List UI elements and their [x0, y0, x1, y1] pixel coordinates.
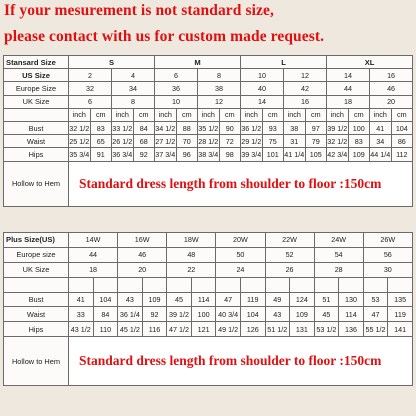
table-cell: 56: [363, 247, 412, 262]
table-cell: 39 1/2: [167, 307, 192, 322]
table-cell: 12: [198, 95, 241, 108]
plus-europe-size-row: [4, 247, 413, 262]
row-label: Hollow to Hem: [4, 337, 69, 386]
plus-blank-row: [4, 277, 413, 292]
table-cell: 130: [339, 292, 364, 307]
table-cell: 45 1/2: [118, 322, 143, 337]
table-cell: 104: [93, 292, 118, 307]
table-cell: [4, 277, 69, 292]
table-cell: 18: [69, 262, 118, 277]
table-cell: [388, 277, 413, 292]
table-cell: 105: [305, 148, 327, 161]
table-cell: 97: [305, 121, 327, 134]
table-cell: 36 1/4: [118, 307, 143, 322]
table-cell: 53: [363, 292, 388, 307]
table-cell: 22: [167, 262, 216, 277]
table-cell: 46: [370, 82, 413, 95]
table-cell: 42: [284, 82, 327, 95]
table-cell: 112: [391, 148, 413, 161]
row-label: Bust: [4, 292, 69, 307]
table-cell: 41: [69, 292, 94, 307]
table-cell: [363, 277, 388, 292]
table-cell: 32: [69, 82, 112, 95]
table-cell: 24: [216, 262, 265, 277]
table-cell: [290, 277, 315, 292]
table-cell: 79: [305, 135, 327, 148]
table-cell: 41 1/4: [284, 148, 306, 161]
table-cell: 47: [363, 307, 388, 322]
table-cell: 124: [290, 292, 315, 307]
table-cell: 86: [391, 135, 413, 148]
row-label: UK Size: [4, 95, 69, 108]
table-cell: [339, 277, 364, 292]
uk-size-row: [4, 95, 413, 108]
europe-size-row: [4, 82, 413, 95]
hips-row: [4, 148, 413, 161]
table-cell: 55 1/2: [363, 322, 388, 337]
table-cell: [93, 277, 118, 292]
table-cell: 34: [112, 82, 155, 95]
table-cell: 90: [219, 121, 241, 134]
row-label: Europe Size: [4, 82, 69, 95]
table-cell: 10: [155, 95, 198, 108]
table-cell: 35 1/2: [198, 121, 220, 134]
unit-cm: cm: [176, 108, 198, 121]
table-cell: 70: [176, 135, 198, 148]
unit-inch: inch: [284, 108, 306, 121]
hollow-to-hem-row: [4, 161, 413, 206]
table-cell: 36: [155, 82, 198, 95]
table-cell: 44: [327, 82, 370, 95]
unit-inch: inch: [69, 108, 91, 121]
table-cell: 92: [142, 307, 167, 322]
table-cell: 49 1/2: [216, 322, 241, 337]
table-cell: 45: [167, 292, 192, 307]
table-cell: 18: [327, 95, 370, 108]
table-cell: 110: [93, 322, 118, 337]
table-cell: 38 3/4: [198, 148, 220, 161]
table-cell: 6: [155, 69, 198, 82]
table-cell: 119: [388, 307, 413, 322]
table-cell: 20: [370, 95, 413, 108]
table-cell: 38: [198, 82, 241, 95]
unit-cm: cm: [90, 108, 112, 121]
table-cell: 84: [133, 121, 155, 134]
unit-inch: inch: [198, 108, 220, 121]
unit-row: [4, 108, 413, 121]
unit-cm: cm: [305, 108, 327, 121]
table-cell: 14W: [69, 233, 118, 248]
plus-bust-row: [4, 292, 413, 307]
table-cell: 20W: [216, 233, 265, 248]
table-cell: 114: [191, 292, 216, 307]
table-cell: 47 1/2: [167, 322, 192, 337]
table-cell: 114: [339, 307, 364, 322]
table-cell: [118, 277, 143, 292]
custom-size-notice-line2: please contact with us for custom made request.: [4, 28, 325, 45]
table-cell: [4, 108, 69, 121]
plus-table-title: Plus Size(US): [4, 233, 69, 248]
row-label: US Size: [4, 69, 69, 82]
row-label: Bust: [4, 121, 69, 134]
table-cell: 10: [241, 69, 284, 82]
table-cell: 12: [284, 69, 327, 82]
table-cell: 88: [176, 121, 198, 134]
table-cell: 16: [370, 69, 413, 82]
table-cell: 37 3/4: [155, 148, 177, 161]
table-cell: 14: [241, 95, 284, 108]
size-group-l: L: [241, 56, 327, 69]
table-cell: [167, 277, 192, 292]
table-cell: [240, 277, 265, 292]
table-cell: 18W: [167, 233, 216, 248]
table-cell: 28 1/2: [198, 135, 220, 148]
table-cell: 50: [216, 247, 265, 262]
table-cell: [142, 277, 167, 292]
table-cell: 32 1/2: [327, 135, 349, 148]
plus-hollow-to-hem-row: [4, 337, 413, 386]
table-cell: 41: [370, 121, 392, 134]
row-label: Hips: [4, 148, 69, 161]
table-cell: 40 3/4: [216, 307, 241, 322]
table-cell: 109: [290, 307, 315, 322]
table-cell: 43: [118, 292, 143, 307]
unit-cm: cm: [391, 108, 413, 121]
table-cell: 6: [69, 95, 112, 108]
unit-inch: inch: [241, 108, 263, 121]
table-cell: 104: [391, 121, 413, 134]
table-cell: 135: [388, 292, 413, 307]
table-cell: 36 1/2: [241, 121, 263, 134]
unit-inch: inch: [112, 108, 134, 121]
table-cell: 131: [290, 322, 315, 337]
table-cell: 26W: [363, 233, 412, 248]
plus-uk-size-row: [4, 262, 413, 277]
table-cell: 22W: [265, 233, 314, 248]
size-group-m: M: [155, 56, 241, 69]
waist-row: [4, 135, 413, 148]
unit-cm: cm: [262, 108, 284, 121]
table-cell: 46: [118, 247, 167, 262]
table-cell: 51 1/2: [265, 322, 290, 337]
table-cell: 26: [265, 262, 314, 277]
table-cell: 40: [241, 82, 284, 95]
table-cell: 83: [90, 121, 112, 134]
table-cell: 25 1/2: [69, 135, 91, 148]
unit-cm: cm: [133, 108, 155, 121]
table-cell: 84: [93, 307, 118, 322]
table-cell: [191, 277, 216, 292]
table-cell: 53 1/2: [314, 322, 339, 337]
table-cell: 45: [314, 307, 339, 322]
table-cell: 49: [265, 292, 290, 307]
unit-inch: inch: [155, 108, 177, 121]
table-cell: 2: [69, 69, 112, 82]
dress-length-note: Standard dress length from shoulder to floor :150cm: [69, 161, 413, 206]
table-cell: 39 1/2: [327, 121, 349, 134]
table-cell: 32 1/2: [69, 121, 91, 134]
table-cell: 42 3/4: [327, 148, 349, 161]
table-cell: [314, 277, 339, 292]
table-cell: 38: [284, 121, 306, 134]
table-cell: 28: [314, 262, 363, 277]
table-cell: 33 1/2: [112, 121, 134, 134]
table-cell: 29 1/2: [241, 135, 263, 148]
table-cell: 16W: [118, 233, 167, 248]
plus-hips-row: [4, 322, 413, 337]
table-cell: 100: [348, 121, 370, 134]
table-cell: 54: [314, 247, 363, 262]
table-cell: 43 1/2: [69, 322, 94, 337]
bust-row: [4, 121, 413, 134]
table-cell: [216, 277, 241, 292]
table-cell: 43: [265, 307, 290, 322]
table-cell: 98: [219, 148, 241, 161]
table-cell: 51: [314, 292, 339, 307]
table-cell: 101: [262, 148, 284, 161]
table-cell: 68: [133, 135, 155, 148]
table-cell: 44 1/4: [370, 148, 392, 161]
row-label: Waist: [4, 307, 69, 322]
unit-cm: cm: [219, 108, 241, 121]
row-label: Waist: [4, 135, 69, 148]
table-cell: 75: [262, 135, 284, 148]
standard-table-title: Stansard Size: [4, 56, 69, 69]
table-cell: 24W: [314, 233, 363, 248]
table-cell: 116: [142, 322, 167, 337]
table-cell: 36 3/4: [112, 148, 134, 161]
table-cell: 14: [327, 69, 370, 82]
table-cell: 33: [69, 307, 94, 322]
table-cell: 31: [284, 135, 306, 148]
table-cell: 104: [240, 307, 265, 322]
us-size-row: [4, 69, 413, 82]
table-cell: 96: [176, 148, 198, 161]
table-cell: 136: [339, 322, 364, 337]
table-cell: 109: [348, 148, 370, 161]
table-cell: 27 1/2: [155, 135, 177, 148]
standard-size-table: [3, 55, 413, 207]
row-label: Hollow to Hem: [4, 161, 69, 206]
unit-inch: inch: [370, 108, 392, 121]
row-label: Hips: [4, 322, 69, 337]
plus-dress-length-note: Standard dress length from shoulder to floor :150cm: [69, 337, 413, 386]
table-cell: 92: [133, 148, 155, 161]
table-cell: 100: [191, 307, 216, 322]
table-cell: 8: [112, 95, 155, 108]
table-cell: 109: [142, 292, 167, 307]
table-cell: 47: [216, 292, 241, 307]
table-cell: 121: [191, 322, 216, 337]
table-cell: 93: [262, 121, 284, 134]
table-cell: 141: [388, 322, 413, 337]
table-cell: 30: [363, 262, 412, 277]
table-cell: 20: [118, 262, 167, 277]
plus-waist-row: [4, 307, 413, 322]
row-label: UK Size: [4, 262, 69, 277]
unit-inch: inch: [327, 108, 349, 121]
table-cell: 83: [348, 135, 370, 148]
table-cell: 91: [90, 148, 112, 161]
custom-size-notice-line1: If your mesurement is not standard size,: [4, 2, 274, 19]
unit-cm: cm: [348, 108, 370, 121]
table-cell: 16: [284, 95, 327, 108]
table-cell: 4: [112, 69, 155, 82]
size-group-s: S: [69, 56, 155, 69]
table-cell: 44: [69, 247, 118, 262]
table-cell: 35 3/4: [69, 148, 91, 161]
row-label: Europe size: [4, 247, 69, 262]
table-cell: 26 1/2: [112, 135, 134, 148]
table-cell: 65: [90, 135, 112, 148]
size-group-xl: XL: [327, 56, 413, 69]
table-cell: 126: [240, 322, 265, 337]
table-cell: 72: [219, 135, 241, 148]
table-cell: 34: [370, 135, 392, 148]
table-cell: 34 1/2: [155, 121, 177, 134]
plus-size-table: [3, 232, 413, 386]
table-cell: 39 3/4: [241, 148, 263, 161]
table-cell: [69, 277, 94, 292]
table-cell: 52: [265, 247, 314, 262]
table-cell: 48: [167, 247, 216, 262]
table-cell: 119: [240, 292, 265, 307]
table-cell: 8: [198, 69, 241, 82]
plus-us-size-row: [4, 233, 413, 248]
table-cell: [265, 277, 290, 292]
